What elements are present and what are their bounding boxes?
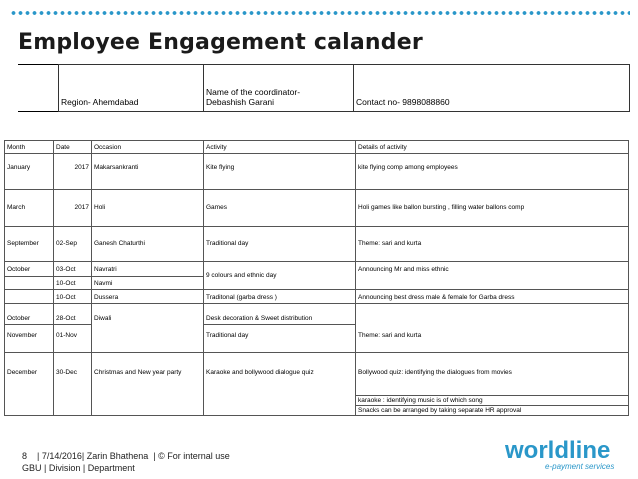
cell-details: Theme: sari and kurta bbox=[356, 227, 629, 262]
column-header-details: Details of activity bbox=[356, 141, 629, 154]
cell-occasion: Ganesh Chaturthi bbox=[92, 227, 204, 262]
header-rule-top bbox=[18, 64, 58, 65]
cell-details: Holi games like ballon bursting , filling water ballons comp bbox=[356, 190, 629, 227]
cell-details: Theme: sari and kurta bbox=[356, 304, 629, 353]
worldline-logo bbox=[505, 436, 631, 477]
worldline-logo-graphic bbox=[505, 436, 631, 472]
table-row bbox=[5, 353, 629, 396]
header-rule-bottom bbox=[18, 111, 58, 112]
cell-activity: 9 colours and ethnic day bbox=[204, 262, 356, 290]
cell-activity: Karaoke and bollywood dialogue quiz bbox=[204, 353, 356, 416]
region-cell bbox=[59, 65, 204, 112]
cell-details: Announcing best dress male & female for Garba dress bbox=[356, 290, 629, 304]
page-title: Employee Engagement calander bbox=[18, 30, 423, 55]
cell-activity: Traditonal (garba dress ) bbox=[204, 290, 356, 304]
cell-details: karaoke : identifying music is of which song bbox=[356, 396, 629, 406]
cell-details: Announcing Mr and miss ethnic bbox=[356, 262, 629, 290]
logo-wordmark: worldline bbox=[505, 437, 611, 464]
cell-date: 28-Oct bbox=[54, 304, 92, 325]
cell-date: 03-Oct bbox=[54, 262, 92, 277]
table-row bbox=[5, 190, 629, 227]
table-header-row bbox=[5, 141, 629, 154]
cell-month: November bbox=[5, 325, 54, 353]
footer-line-2: GBU | Division | Department bbox=[22, 463, 135, 473]
cell-date: 01-Nov bbox=[54, 325, 92, 353]
cell-month: December bbox=[5, 353, 54, 416]
cell-date: 2017 bbox=[54, 154, 92, 190]
cell-occasion: Holi bbox=[92, 190, 204, 227]
coordinator-label: Name of the coordinator- bbox=[206, 87, 301, 97]
cell-activity: Desk decoration & Sweet distribution bbox=[204, 304, 356, 325]
cell-activity: Kite flying bbox=[204, 154, 356, 190]
table-row bbox=[5, 154, 629, 190]
logo-tagline: e-payment services bbox=[545, 462, 615, 471]
header-info-table bbox=[58, 64, 630, 112]
footer bbox=[22, 450, 230, 474]
table-row bbox=[5, 290, 629, 304]
column-header-date: Date bbox=[54, 141, 92, 154]
cell-date: 10-Oct bbox=[54, 277, 92, 290]
cell-date: 10-Oct bbox=[54, 290, 92, 304]
table-row bbox=[5, 227, 629, 262]
contact-cell bbox=[354, 65, 630, 112]
cell-details: Bollywood quiz: identifying the dialogues from movies bbox=[356, 353, 629, 396]
contact-text: Contact no- 9898088860 bbox=[356, 97, 450, 107]
cell-month: September bbox=[5, 227, 54, 262]
cell-details: kite flying comp among employees bbox=[356, 154, 629, 190]
coordinator-cell bbox=[204, 65, 354, 112]
column-header-occasion: Occasion bbox=[92, 141, 204, 154]
cell-occasion: Christmas and New year party bbox=[92, 353, 204, 416]
cell-month bbox=[5, 290, 54, 304]
cell-occasion: Diwali bbox=[92, 304, 204, 353]
coordinator-name: Debashish Garani bbox=[206, 97, 275, 107]
cell-month: October bbox=[5, 304, 54, 325]
cell-occasion: Makarsankranti bbox=[92, 154, 204, 190]
cell-activity: Games bbox=[204, 190, 356, 227]
cell-details: Snacks can be arranged by taking separate HR approval bbox=[356, 406, 629, 416]
cell-occasion: Dussera bbox=[92, 290, 204, 304]
region-text: Region- Ahemdabad bbox=[61, 97, 139, 107]
cell-occasion: Navmi bbox=[92, 277, 204, 290]
cell-month: January bbox=[5, 154, 54, 190]
cell-activity: Traditional day bbox=[204, 325, 356, 353]
table-row bbox=[5, 304, 629, 325]
column-header-month: Month bbox=[5, 141, 54, 154]
cell-month bbox=[5, 277, 54, 290]
engagement-calendar-table bbox=[4, 140, 629, 416]
cell-month: March bbox=[5, 190, 54, 227]
decorative-dot-rule bbox=[10, 10, 630, 16]
cell-occasion: Navratri bbox=[92, 262, 204, 277]
table-row bbox=[5, 262, 629, 277]
cell-date: 30-Dec bbox=[54, 353, 92, 416]
cell-activity: Traditional day bbox=[204, 227, 356, 262]
cell-month: October bbox=[5, 262, 54, 277]
cell-date: 02-Sep bbox=[54, 227, 92, 262]
cell-date: 2017 bbox=[54, 190, 92, 227]
column-header-activity: Activity bbox=[204, 141, 356, 154]
footer-line-1: 8 | 7/14/2016| Zarin Bhathena | © For internal use bbox=[22, 451, 230, 461]
